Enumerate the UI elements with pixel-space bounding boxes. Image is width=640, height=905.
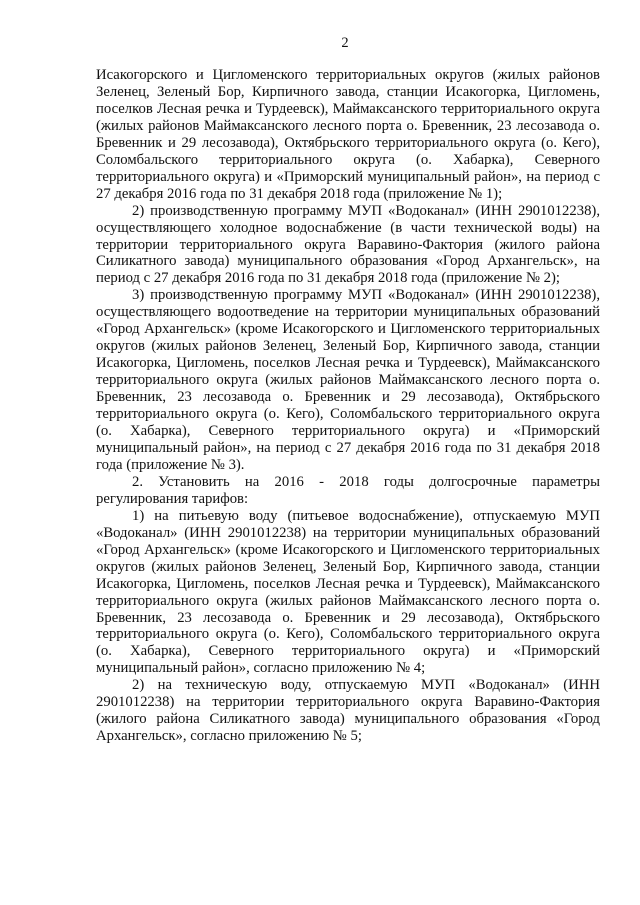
paragraph-section-2: 2. Установить на 2016 - 2018 годы долгосрочные параметры регулирования тарифов: [96,473,600,507]
document-body [96,67,600,745]
page-number: 2 [341,35,349,51]
paragraph-item-3: 3) производственную программу МУП «Водоканал» (ИНН 2901012238), осуществляющего водоотведение на территории муниципальных образований «Город Архангельск» (кроме Исакогорского и Цигломенского территориальных округов (жилых районов Зеленец, Зеленый Бор, Кирпичного завода, станции Исакогорка, Цигломень, поселков Лесная речка и Турдеевск), Маймаксанского территориального округа (жилых районов Маймаксанского лесного порта о. Бревенник, 23 лесозавода о. Бревенник и 29 лесозавода), Октябрьского территориального округа (о. Кего), Соломбальского территориального округа (о. Хабарка), Северного территориального округа) и «Приморский муниципальный район», на период с 27 декабря 2016 года по 31 декабря 2018 года (приложение № 3). [96,287,600,473]
paragraph-subitem-1: 1) на питьевую воду (питьевое водоснабжение), отпускаемую МУП «Водоканал» (ИНН 2901012238) на территории муниципальных образований «Город Архангельск» (кроме Исакогорского и Цигломенского территориальных округов (жилых районов Зеленец, Зеленый Бор, Кирпичного завода, станции Исакогорка, Цигломень, поселков Лесная речка и Турдеевск), Маймаксанского территориального округа (жилых районов Маймаксанского лесного порта о. Бревенник, 23 лесозавода о. Бревенник и 29 лесозавода), Октябрьского территориального округа (о. Кего), Соломбальского территориального округа (о. Хабарка), Северного территориального округа) и «Приморский муниципальный район», согласно приложению № 4; [96,507,600,677]
paragraph-subitem-2: 2) на техническую воду, отпускаемую МУП «Водоканал» (ИНН 2901012238) на территории территориального округа Варавино-Фактория (жилого района Силикатного завода) муниципального образования «Город Архангельск», согласно приложению № 5; [96,677,600,745]
paragraph-item-2: 2) производственную программу МУП «Водоканал» (ИНН 2901012238), осуществляющего холодное водоснабжение (в части технической воды) на территории территориального округа Варавино-Фактория (жилого района Силикатного завода) муниципального образования «Город Архангельск», на период с 27 декабря 2016 года по 31 декабря 2018 года (приложение № 2); [96,202,600,287]
paragraph-continuation: Исакогорского и Цигломенского территориальных округов (жилых районов Зеленец, Зеленый Бор, Кирпичного завода, станции Исакогорка, Цигломень, поселков Лесная речка и Турдеевск), Маймаксанского территориального округа (жилых районов Маймаксанского лесного порта о. Бревенник, 23 лесозавода о. Бревенник и 29 лесозавода), Октябрьского территориального округа (о. Кего), Соломбальского территориального округа (о. Хабарка), Северного территориального округа) и «Приморский муниципальный район», на период с 27 декабря 2016 года по 31 декабря 2018 года (приложение № 1); [96,67,600,202]
